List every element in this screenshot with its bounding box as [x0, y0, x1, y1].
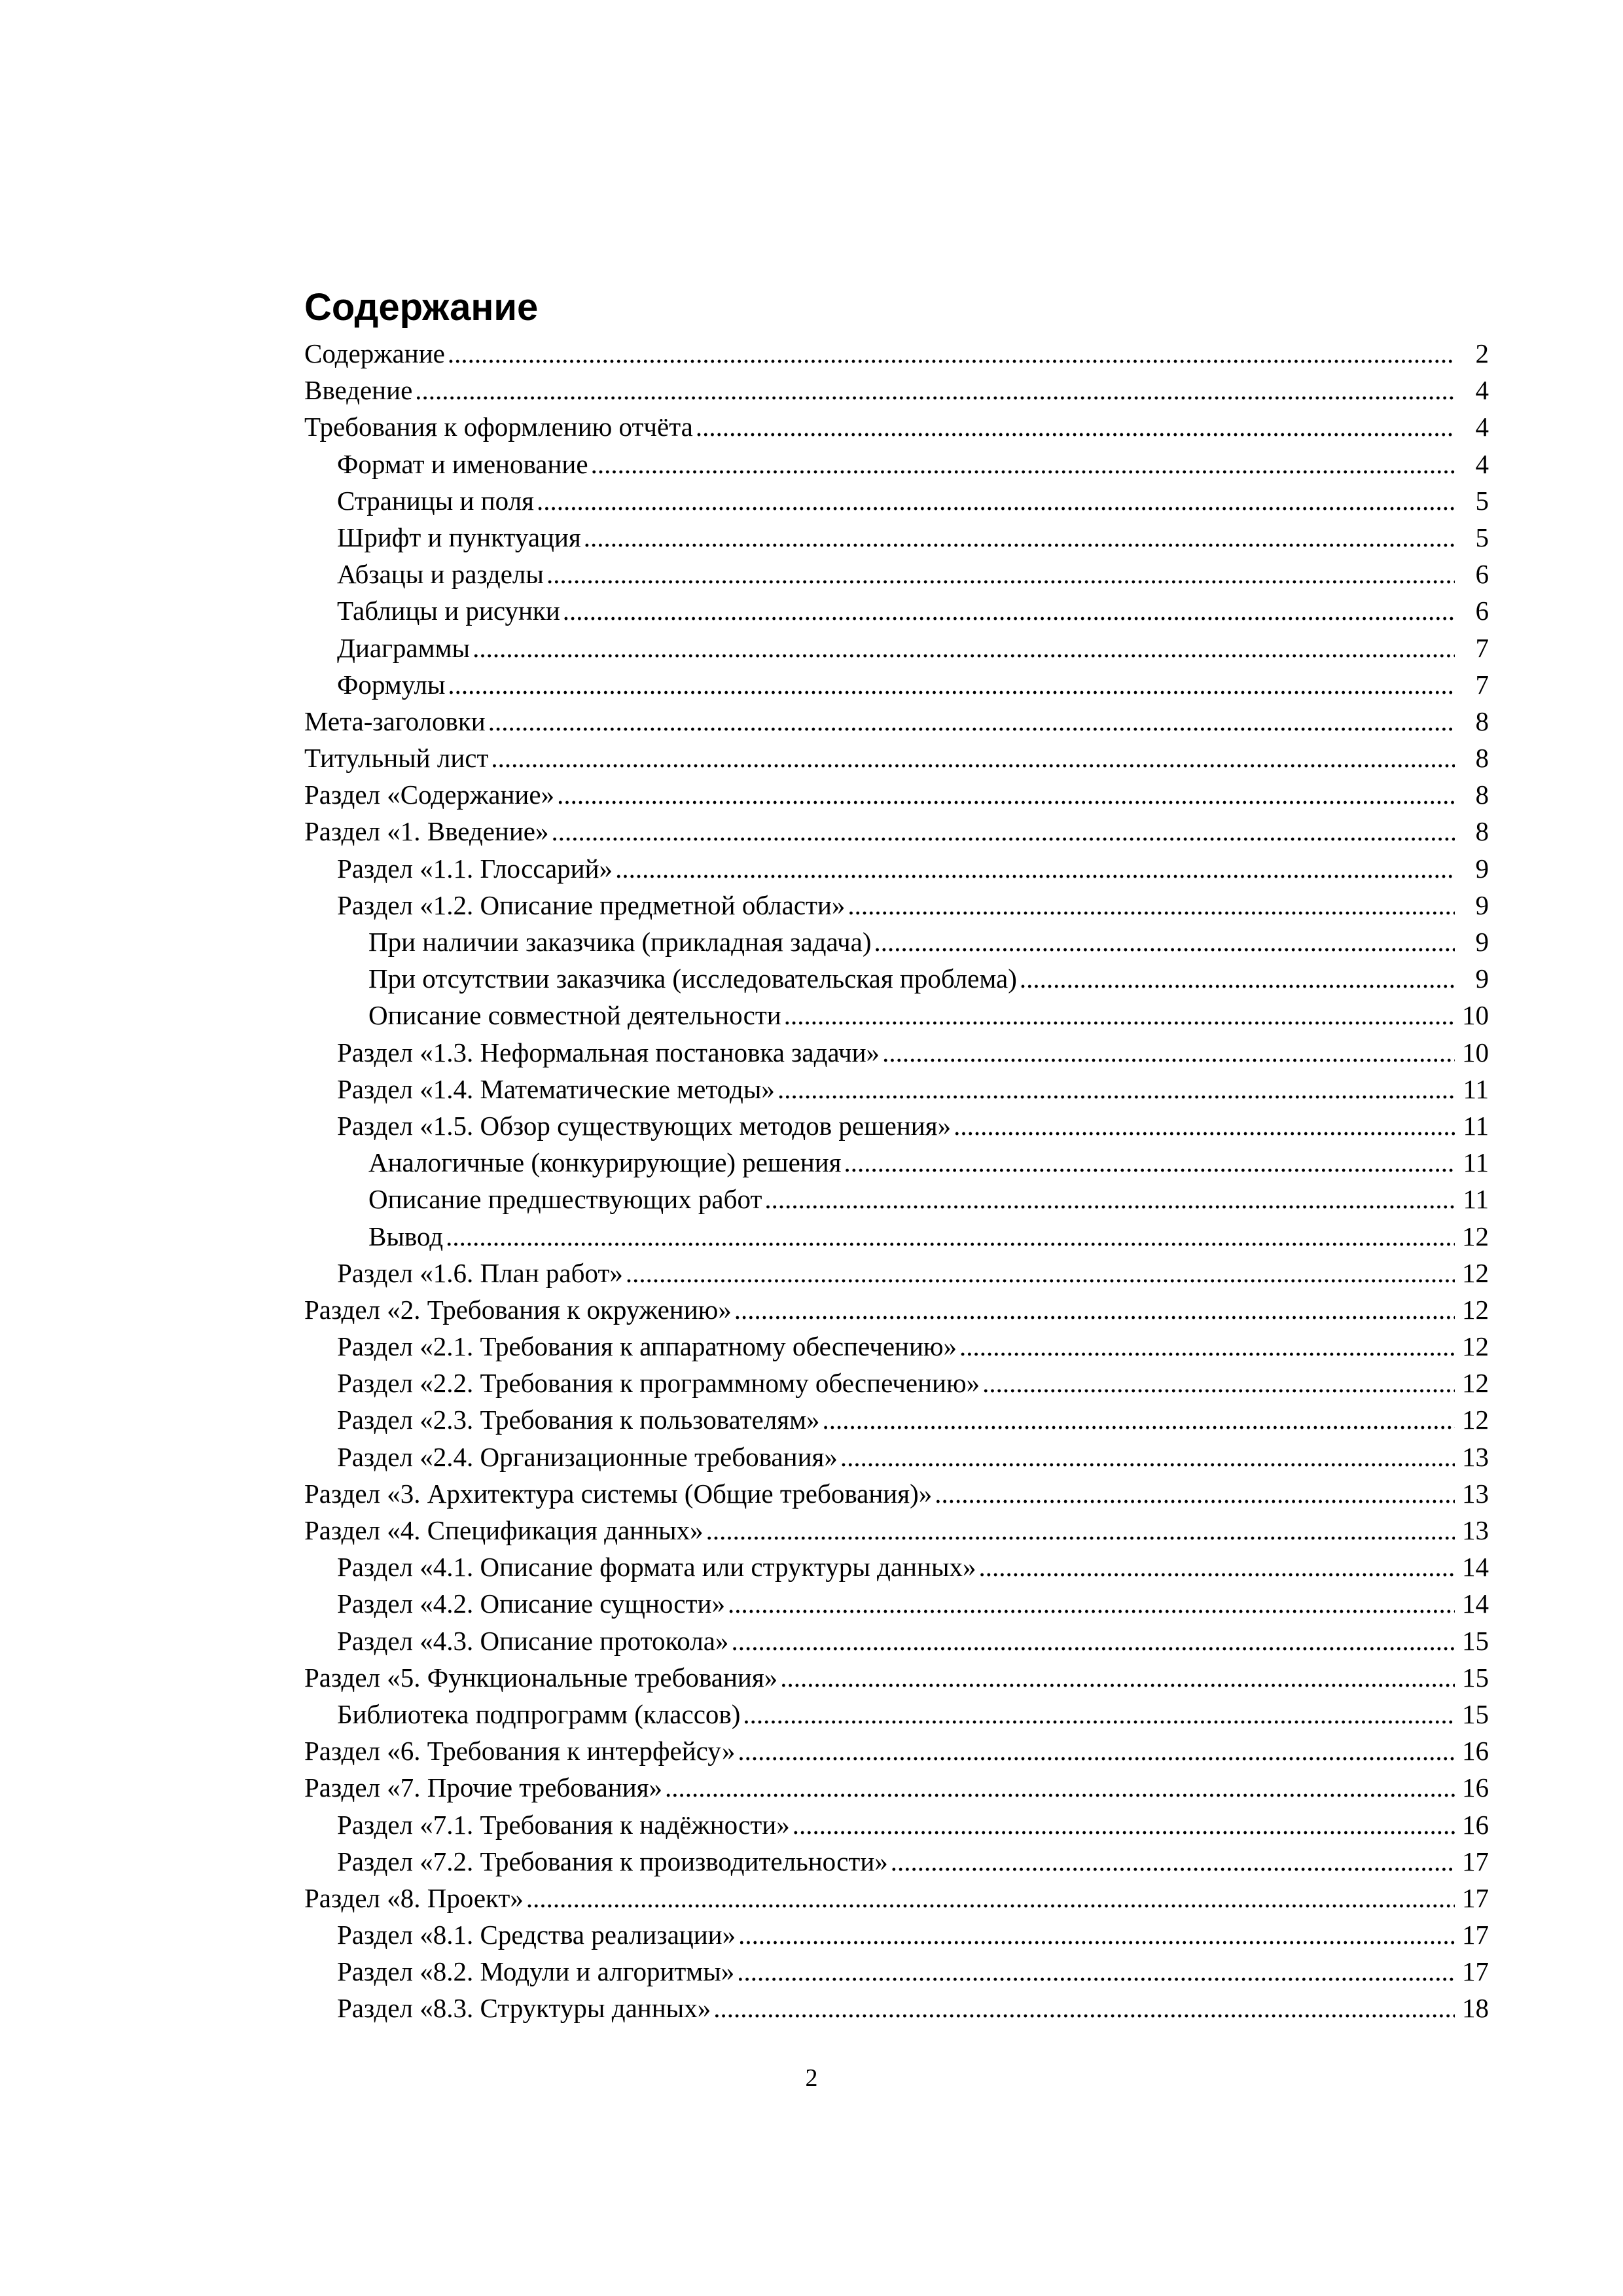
toc-entry-label: Раздел «7.2. Требования к производительности» — [337, 1846, 888, 1876]
toc-dot-leader — [844, 1144, 1455, 1181]
toc-entry-page-number: 13 — [1462, 1515, 1489, 1545]
toc-entry[interactable] — [304, 997, 1489, 1033]
toc-entry[interactable] — [304, 1144, 1489, 1181]
toc-entry[interactable] — [304, 960, 1489, 997]
toc-entry[interactable] — [304, 1475, 1489, 1512]
toc-entry[interactable] — [304, 887, 1489, 924]
toc-entry[interactable] — [304, 556, 1489, 592]
toc-dot-leader — [935, 1475, 1455, 1512]
toc-entry-label: Абзацы и разделы — [337, 559, 544, 590]
toc-entry-label: Описание предшествующих работ — [368, 1184, 762, 1215]
toc-entry[interactable] — [304, 1880, 1489, 1916]
toc-entry[interactable] — [304, 519, 1489, 556]
toc-entry[interactable] — [304, 1365, 1489, 1401]
toc-entry-label: Вывод — [368, 1221, 444, 1251]
toc-dot-leader — [743, 1696, 1455, 1732]
toc-dot-leader — [473, 630, 1455, 666]
toc-entry[interactable] — [304, 1291, 1489, 1328]
page-number: 2 — [805, 2064, 818, 2092]
toc-entry-label: Титульный лист — [304, 743, 489, 774]
toc-entry-page-number: 13 — [1462, 1478, 1489, 1509]
toc-dot-leader — [738, 1916, 1455, 1953]
toc-entry-label: Раздел «4.3. Описание протокола» — [337, 1625, 729, 1656]
toc-entry-label: Требования к оформлению отчёта — [304, 412, 693, 442]
toc-entry[interactable] — [304, 1806, 1489, 1843]
toc-entry-page-number: 9 — [1475, 853, 1489, 884]
toc-entry-page-number: 8 — [1475, 743, 1489, 774]
toc-dot-leader — [734, 1291, 1455, 1328]
toc-entry-page-number: 13 — [1462, 1441, 1489, 1472]
toc-entry[interactable] — [304, 776, 1489, 813]
toc-entry[interactable] — [304, 666, 1489, 703]
toc-dot-leader — [738, 1732, 1455, 1769]
toc-entry-page-number: 16 — [1462, 1809, 1489, 1840]
toc-entry-label: Формат и именование — [337, 448, 588, 479]
toc-dot-leader — [891, 1843, 1455, 1880]
toc-entry-page-number: 6 — [1475, 596, 1489, 626]
toc-entry[interactable] — [304, 1439, 1489, 1475]
toc-entry-page-number: 4 — [1475, 375, 1489, 406]
toc-entry-page-number: 5 — [1475, 522, 1489, 552]
toc-entry-label: Раздел «4.1. Описание формата или структуры данных» — [337, 1552, 976, 1583]
toc-entry[interactable] — [304, 1255, 1489, 1291]
toc-entry-label: Раздел «7. Прочие требования» — [304, 1772, 663, 1803]
toc-dot-leader — [706, 1512, 1455, 1549]
toc-entry-label: Аналогичные (конкурирующие) решения — [368, 1147, 842, 1178]
toc-entry-page-number: 14 — [1462, 1552, 1489, 1583]
toc-entry-label: Раздел «8.3. Структуры данных» — [337, 1993, 711, 2024]
toc-entry-label: Раздел «4. Спецификация данных» — [304, 1515, 704, 1545]
toc-entry-page-number: 16 — [1462, 1772, 1489, 1803]
toc-entry-page-number: 11 — [1463, 1184, 1489, 1215]
toc-entry-page-number: 12 — [1462, 1331, 1489, 1362]
toc-dot-leader — [979, 1549, 1455, 1585]
toc-dot-leader — [626, 1255, 1455, 1291]
toc-entry[interactable] — [304, 1512, 1489, 1549]
toc-entry[interactable] — [304, 482, 1489, 519]
toc-entry[interactable] — [304, 372, 1489, 408]
toc-entry[interactable] — [304, 1218, 1489, 1255]
toc-entry-label: При наличии заказчика (прикладная задача) — [368, 927, 872, 957]
toc-entry-label: Раздел «2.4. Организационные требования» — [337, 1441, 838, 1472]
toc-entry-page-number: 12 — [1462, 1405, 1489, 1435]
toc-entry-page-number: 4 — [1475, 448, 1489, 479]
toc-entry-label: Раздел «8.2. Модули и алгоритмы» — [337, 1956, 735, 1987]
toc-entry-page-number: 15 — [1462, 1662, 1489, 1693]
toc-entry-page-number: 9 — [1475, 889, 1489, 920]
toc-entry-page-number: 9 — [1475, 927, 1489, 957]
toc-entry-page-number: 17 — [1462, 1956, 1489, 1987]
toc-entry[interactable] — [304, 408, 1489, 445]
toc-dot-leader — [584, 519, 1455, 556]
toc-entry-page-number: 15 — [1462, 1625, 1489, 1656]
toc-dot-leader — [780, 1659, 1455, 1696]
toc-dot-leader — [665, 1769, 1455, 1806]
toc-entry-label: Раздел «2.2. Требования к программному обеспечению» — [337, 1368, 980, 1399]
toc-dot-leader — [713, 1990, 1455, 2026]
toc-dot-leader — [448, 335, 1455, 372]
toc-entry-label: Раздел «2.3. Требования к пользователям» — [337, 1405, 820, 1435]
toc-entry-page-number: 11 — [1463, 1147, 1489, 1178]
toc-entry-page-number: 17 — [1462, 1882, 1489, 1913]
toc-entry-page-number: 7 — [1475, 632, 1489, 663]
toc-dot-leader — [557, 776, 1455, 813]
toc-entry-page-number: 2 — [1475, 338, 1489, 368]
toc-entry-label: Раздел «1.2. Описание предметной области» — [337, 889, 846, 920]
toc-entry-page-number: 8 — [1475, 816, 1489, 847]
toc-dot-leader — [847, 887, 1455, 924]
toc-entry[interactable] — [304, 703, 1489, 740]
toc-dot-leader — [537, 482, 1455, 519]
toc-entry-page-number: 6 — [1475, 559, 1489, 590]
toc-entry-label: Раздел «Содержание» — [304, 780, 555, 810]
toc-entry-page-number: 8 — [1475, 706, 1489, 736]
toc-entry-page-number: 12 — [1462, 1294, 1489, 1325]
toc-dot-leader — [737, 1953, 1455, 1990]
toc-entry[interactable] — [304, 1071, 1489, 1107]
toc-entry[interactable] — [304, 850, 1489, 887]
toc-entry-label: Раздел «2. Требования к окружению» — [304, 1294, 732, 1325]
toc-dot-leader — [415, 372, 1455, 408]
toc-entry-label: Раздел «3. Архитектура системы (Общие требования)» — [304, 1478, 933, 1509]
toc-entry-label: Страницы и поля — [337, 485, 534, 516]
toc-entry[interactable] — [304, 1181, 1489, 1217]
toc-dot-leader — [591, 446, 1455, 482]
toc-dot-leader — [1020, 960, 1455, 997]
toc-entry-label: Раздел «1.5. Обзор существующих методов решения» — [337, 1110, 952, 1141]
toc-entry[interactable] — [304, 1990, 1489, 2026]
toc-dot-leader — [615, 850, 1455, 887]
toc-entry[interactable] — [304, 740, 1489, 776]
toc-entry[interactable] — [304, 813, 1489, 850]
toc-entry[interactable] — [304, 1732, 1489, 1769]
toc-entry-label: Шрифт и пунктуация — [337, 522, 581, 552]
toc-entry-label: Раздел «4.2. Описание сущности» — [337, 1588, 725, 1619]
toc-entry[interactable] — [304, 1953, 1489, 1990]
toc-dot-leader — [731, 1623, 1455, 1659]
toc-entry-label: При отсутствии заказчика (исследовательская проблема) — [368, 963, 1017, 994]
toc-entry-page-number: 11 — [1463, 1073, 1489, 1104]
toc-dot-leader — [546, 556, 1455, 592]
toc-dot-leader — [448, 666, 1455, 703]
toc-entry-label: Раздел «6. Требования к интерфейсу» — [304, 1736, 736, 1767]
toc-dot-leader — [840, 1439, 1455, 1475]
toc-entry-label: Раздел «1.3. Неформальная постановка задачи» — [337, 1037, 880, 1067]
toc-entry[interactable] — [304, 924, 1489, 960]
toc-dot-leader — [491, 740, 1455, 776]
toc-entry-label: Описание совместной деятельности — [368, 1000, 781, 1031]
toc-dot-leader — [793, 1806, 1455, 1843]
toc-entry[interactable] — [304, 1549, 1489, 1585]
toc-entry-page-number: 12 — [1462, 1257, 1489, 1288]
page-title: Содержание — [304, 286, 539, 329]
toc-dot-leader — [563, 592, 1455, 629]
toc-entry-page-number: 12 — [1462, 1221, 1489, 1251]
toc-entry-label: Содержание — [304, 338, 445, 368]
toc-entry-label: Раздел «1.1. Глоссарий» — [337, 853, 613, 884]
toc-entry[interactable] — [304, 1623, 1489, 1659]
toc-entry[interactable] — [304, 1696, 1489, 1732]
toc-entry-label: Библиотека подпрограмм (классов) — [337, 1698, 741, 1729]
toc-dot-leader — [526, 1880, 1455, 1916]
toc-dot-leader — [823, 1401, 1455, 1438]
toc-dot-leader — [777, 1071, 1455, 1107]
toc-dot-leader — [982, 1365, 1455, 1401]
toc-entry-label: Введение — [304, 375, 413, 406]
toc-entry-page-number: 16 — [1462, 1736, 1489, 1767]
toc-entry[interactable] — [304, 1659, 1489, 1696]
toc-entry-label: Раздел «1.6. План работ» — [337, 1257, 623, 1288]
toc-entry[interactable] — [304, 1843, 1489, 1880]
toc-entry[interactable] — [304, 446, 1489, 482]
toc-entry-label: Формулы — [337, 669, 446, 700]
toc-dot-leader — [954, 1107, 1455, 1144]
toc-entry-page-number: 11 — [1463, 1110, 1489, 1141]
toc-entry-page-number: 17 — [1462, 1846, 1489, 1876]
toc-entry-page-number: 7 — [1475, 669, 1489, 700]
toc-entry[interactable] — [304, 1328, 1489, 1365]
toc-entry-page-number: 10 — [1462, 1000, 1489, 1031]
toc-entry-label: Раздел «8.1. Средства реализации» — [337, 1920, 736, 1950]
toc-entry-label: Раздел «1. Введение» — [304, 816, 549, 847]
toc-entry-label: Таблицы и рисунки — [337, 596, 560, 626]
toc-entry[interactable] — [304, 335, 1489, 372]
toc-entry-page-number: 14 — [1462, 1588, 1489, 1619]
toc-entry-label: Раздел «5. Функциональные требования» — [304, 1662, 778, 1693]
toc-dot-leader — [728, 1585, 1455, 1622]
toc-dot-leader — [959, 1328, 1455, 1365]
toc-entry-page-number: 12 — [1462, 1368, 1489, 1399]
toc-entry[interactable] — [304, 1769, 1489, 1806]
toc-dot-leader — [696, 408, 1455, 445]
toc-entry[interactable] — [304, 1107, 1489, 1144]
toc-dot-leader — [784, 997, 1455, 1033]
toc-entry-label: Раздел «2.1. Требования к аппаратному обеспечению» — [337, 1331, 957, 1362]
toc-entry-label: Раздел «1.4. Математические методы» — [337, 1073, 775, 1104]
toc-entry[interactable] — [304, 1034, 1489, 1071]
table-of-contents — [304, 335, 1489, 2027]
toc-dot-leader — [551, 813, 1455, 850]
toc-entry-label: Раздел «8. Проект» — [304, 1882, 524, 1913]
toc-entry[interactable] — [304, 630, 1489, 666]
toc-entry-label: Мета-заголовки — [304, 706, 486, 736]
toc-entry-page-number: 10 — [1462, 1037, 1489, 1067]
toc-dot-leader — [874, 924, 1455, 960]
toc-entry-page-number: 4 — [1475, 412, 1489, 442]
toc-dot-leader — [882, 1034, 1455, 1071]
toc-entry-page-number: 17 — [1462, 1920, 1489, 1950]
toc-entry[interactable] — [304, 1401, 1489, 1438]
toc-dot-leader — [446, 1218, 1455, 1255]
toc-dot-leader — [488, 703, 1455, 740]
toc-entry-label: Диаграммы — [337, 632, 471, 663]
toc-dot-leader — [764, 1181, 1455, 1217]
toc-entry[interactable] — [304, 592, 1489, 629]
toc-entry-page-number: 8 — [1475, 780, 1489, 810]
toc-entry-page-number: 15 — [1462, 1698, 1489, 1729]
toc-entry-page-number: 18 — [1462, 1993, 1489, 2024]
toc-entry-label: Раздел «7.1. Требования к надёжности» — [337, 1809, 790, 1840]
toc-entry[interactable] — [304, 1916, 1489, 1953]
toc-entry[interactable] — [304, 1585, 1489, 1622]
toc-entry-page-number: 5 — [1475, 485, 1489, 516]
toc-entry-page-number: 9 — [1475, 963, 1489, 994]
